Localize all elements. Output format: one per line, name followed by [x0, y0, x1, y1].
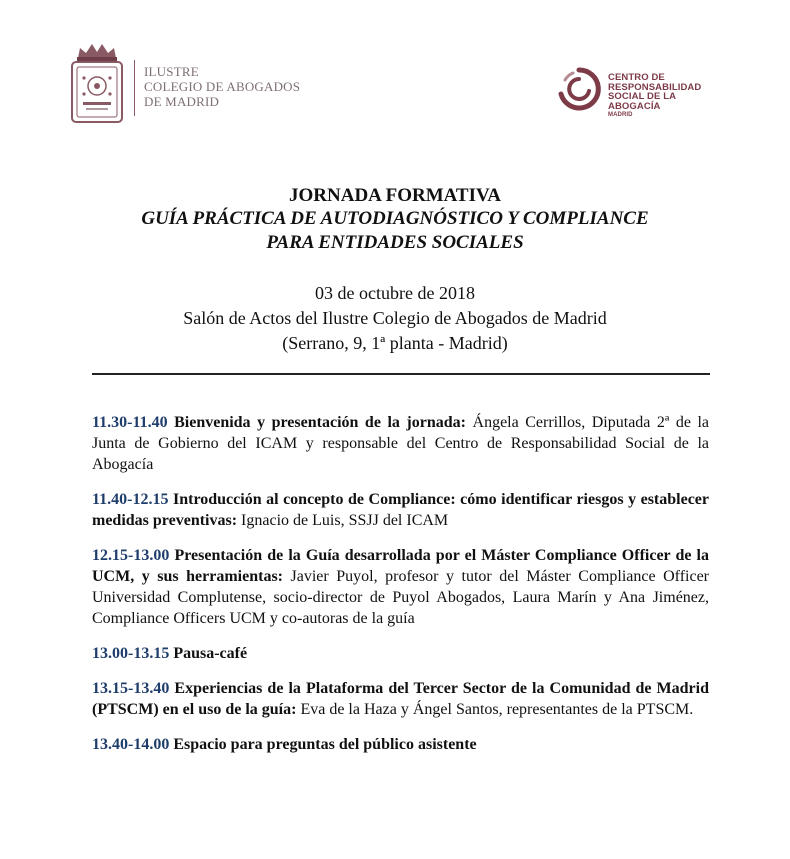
bar-association-crest-icon [66, 40, 128, 126]
agenda-time: 11.30-11.40 [92, 414, 168, 431]
event-type-title: JORNADA FORMATIVA [289, 185, 501, 206]
event-details [0, 281, 790, 356]
spiral-mark-icon [556, 66, 602, 112]
agenda-item [92, 734, 709, 755]
agenda-time: 13.40-14.00 [92, 736, 170, 753]
crs-name [608, 73, 701, 119]
crs-line-4: ABOGACÍA [608, 100, 661, 112]
agenda-detail: Javier Puyol, profesor y tutor del Máster Compliance Officer Universidad Complutense, socio-director de Puyol Abogados, Laura Marín y Ana Jiménez, Compliance Officers UCM y co-autoras de la guía [92, 568, 710, 627]
agenda-title: Experiencias de la Plataforma del Tercer Sector de la Comunidad de Madrid (PTSCM) en el uso de la guía: [92, 680, 710, 718]
agenda-detail: Ignacio de Luis, SSJJ del ICAM [241, 512, 449, 529]
agenda-title: Presentación de la Guía desarrollada por el Máster Compliance Officer de la UCM, y sus herramientas: [92, 547, 710, 585]
event-address: (Serrano, 9, 1ª planta - Madrid) [282, 333, 508, 353]
crs-line-1: CENTRO DE [608, 72, 665, 83]
agenda-item [92, 678, 709, 720]
event-venue: Salón de Actos del Ilustre Colegio de Abogados de Madrid [183, 308, 607, 328]
agenda-title: Bienvenida y presentación de la jornada: [174, 414, 466, 431]
crs-line-3: SOCIAL DE LA [608, 91, 677, 102]
agenda [92, 412, 709, 755]
agenda-item [92, 489, 709, 531]
icam-line-1: ILUSTRE [144, 64, 199, 79]
icam-line-3: DE MADRID [144, 94, 220, 109]
section-divider [92, 373, 710, 375]
crs-line-2: RESPONSABILIDAD [608, 81, 702, 93]
icam-divider-rule [134, 60, 135, 116]
agenda-title: Introducción al concepto de Compliance: cómo identificar riesgos y establecer medidas preventivas: [92, 491, 710, 529]
agenda-title: Espacio para preguntas del público asistente [173, 736, 477, 753]
agenda-time: 13.00-13.15 [92, 645, 170, 662]
crs-sub: MADRID [608, 112, 633, 118]
title-block [0, 184, 790, 255]
icam-name [144, 64, 300, 109]
agenda-time: 12.15-13.00 [92, 547, 170, 564]
agenda-item [92, 643, 709, 664]
agenda-item [92, 412, 709, 475]
crs-logo [556, 66, 736, 126]
event-title-line-1: GUÍA PRÁCTICA DE AUTODIAGNÓSTICO Y COMPLIANCE [141, 208, 649, 229]
icam-logo [60, 40, 320, 130]
agenda-detail: Ángela Cerrillos, Diputada 2ª de la Junta de Gobierno del ICAM y responsable del Centro de Responsabilidad Social de la Abogacía [92, 414, 710, 473]
agenda-item [92, 545, 709, 629]
agenda-time: 13.15-13.40 [92, 680, 170, 697]
agenda-detail: Eva de la Haza y Ángel Santos, representantes de la PTSCM. [300, 701, 694, 718]
event-title-line-2: PARA ENTIDADES SOCIALES [266, 232, 524, 253]
event-date: 03 de octubre de 2018 [315, 283, 475, 303]
agenda-time: 11.40-12.15 [92, 491, 169, 508]
icam-line-2: COLEGIO DE ABOGADOS [144, 79, 301, 94]
agenda-title: Pausa-café [173, 645, 248, 662]
